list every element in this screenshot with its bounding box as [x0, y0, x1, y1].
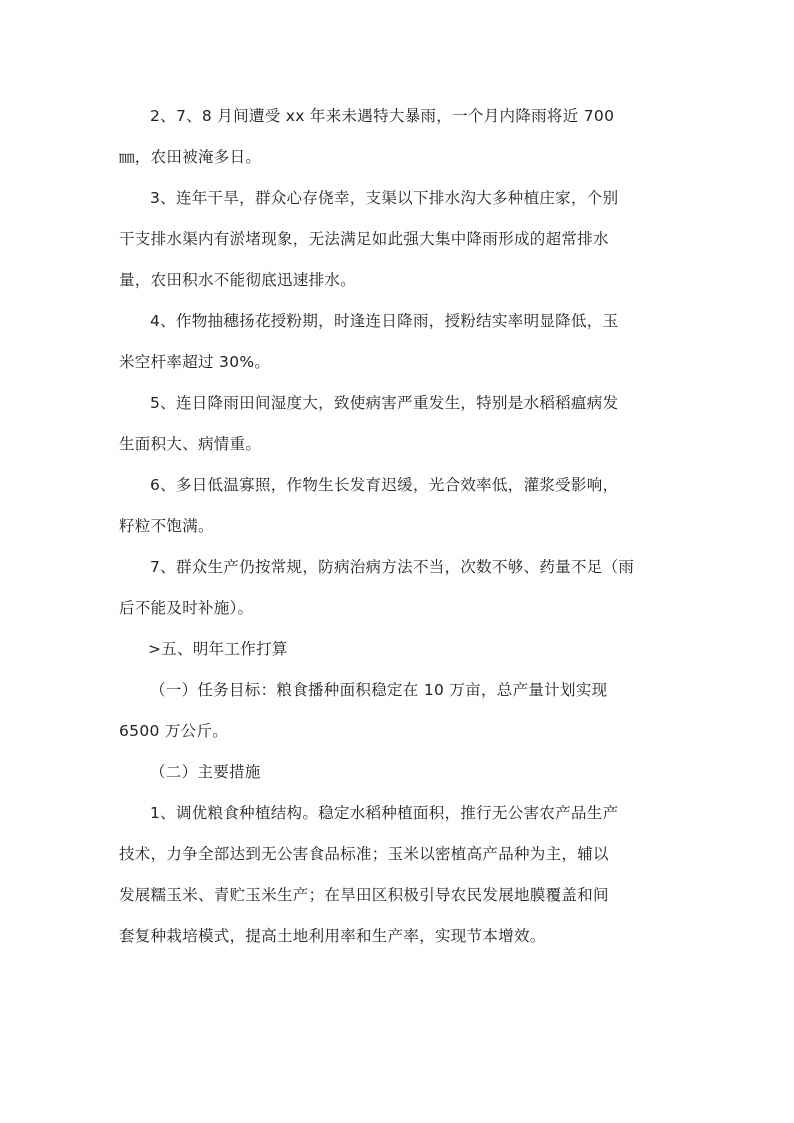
paragraph-task-goal	[119, 670, 675, 752]
text-line: 3、连年干旱，群众心存侥幸，支渠以下排水沟大多种植庄家，个别	[150, 189, 619, 207]
text-line: 发展糯玉米、青贮玉米生产；在旱田区积极引导农民发展地膜覆盖和间	[119, 886, 609, 904]
text-line: 生面积大、病情重。	[119, 435, 262, 453]
document-body	[119, 96, 675, 957]
paragraph-drainage	[119, 178, 675, 301]
text-line: 米空杆率超过 30%。	[119, 353, 271, 371]
text-line: 量，农田积水不能彻底迅速排水。	[119, 271, 357, 289]
text-line: 2、7、8 月间遭受 xx 年来未遇特大暴雨，一个月内降雨将近 700	[150, 107, 615, 125]
section-heading-text: >五、明年工作打算	[148, 640, 288, 658]
text-line: 套复种栽培模式，提高土地利用率和生产率，实现节本增效。	[119, 927, 546, 945]
text-line: 4、作物抽穗扬花授粉期，时逢连日降雨，授粉结实率明显降低，玉	[150, 312, 619, 330]
paragraph-disease	[119, 383, 675, 465]
paragraph-pollination	[119, 301, 675, 383]
paragraph-low-temperature	[119, 465, 675, 547]
paragraph-rainstorm	[119, 96, 675, 178]
subheading-main-measures	[119, 752, 675, 793]
paragraph-prevention	[119, 547, 675, 629]
text-line: （一）任务目标：粮食播种面积稳定在 10 万亩，总产量计划实现	[150, 681, 608, 699]
text-line: 7、群众生产仍按常规，防病治病方法不当，次数不够、药量不足（雨	[150, 558, 635, 576]
text-line: 6、多日低温寡照，作物生长发育迟缓，光合效率低，灌浆受影响，	[150, 476, 619, 494]
text-line: 干支排水渠内有淤堵现象，无法满足如此强大集中降雨形成的超常排水	[119, 230, 609, 248]
text-line: 5、连日降雨田间湿度大，致使病害严重发生，特别是水稻稻瘟病发	[150, 394, 619, 412]
text-line: 籽粒不饱满。	[119, 517, 214, 535]
paragraph-optimize-structure	[119, 793, 675, 957]
section-heading-next-year-plan	[119, 629, 675, 670]
text-line: 后不能及时补施）。	[119, 599, 254, 617]
text-line: 1、调优粮食种植结构。稳定水稻种植面积，推行无公害农产品生产	[150, 804, 619, 822]
text-line: ㎜，农田被淹多日。	[119, 148, 262, 166]
subheading-text: （二）主要措施	[150, 763, 261, 781]
text-line: 技术，力争全部达到无公害食品标准；玉米以密植高产品种为主，辅以	[119, 845, 609, 863]
text-line: 6500 万公斤。	[119, 722, 229, 740]
